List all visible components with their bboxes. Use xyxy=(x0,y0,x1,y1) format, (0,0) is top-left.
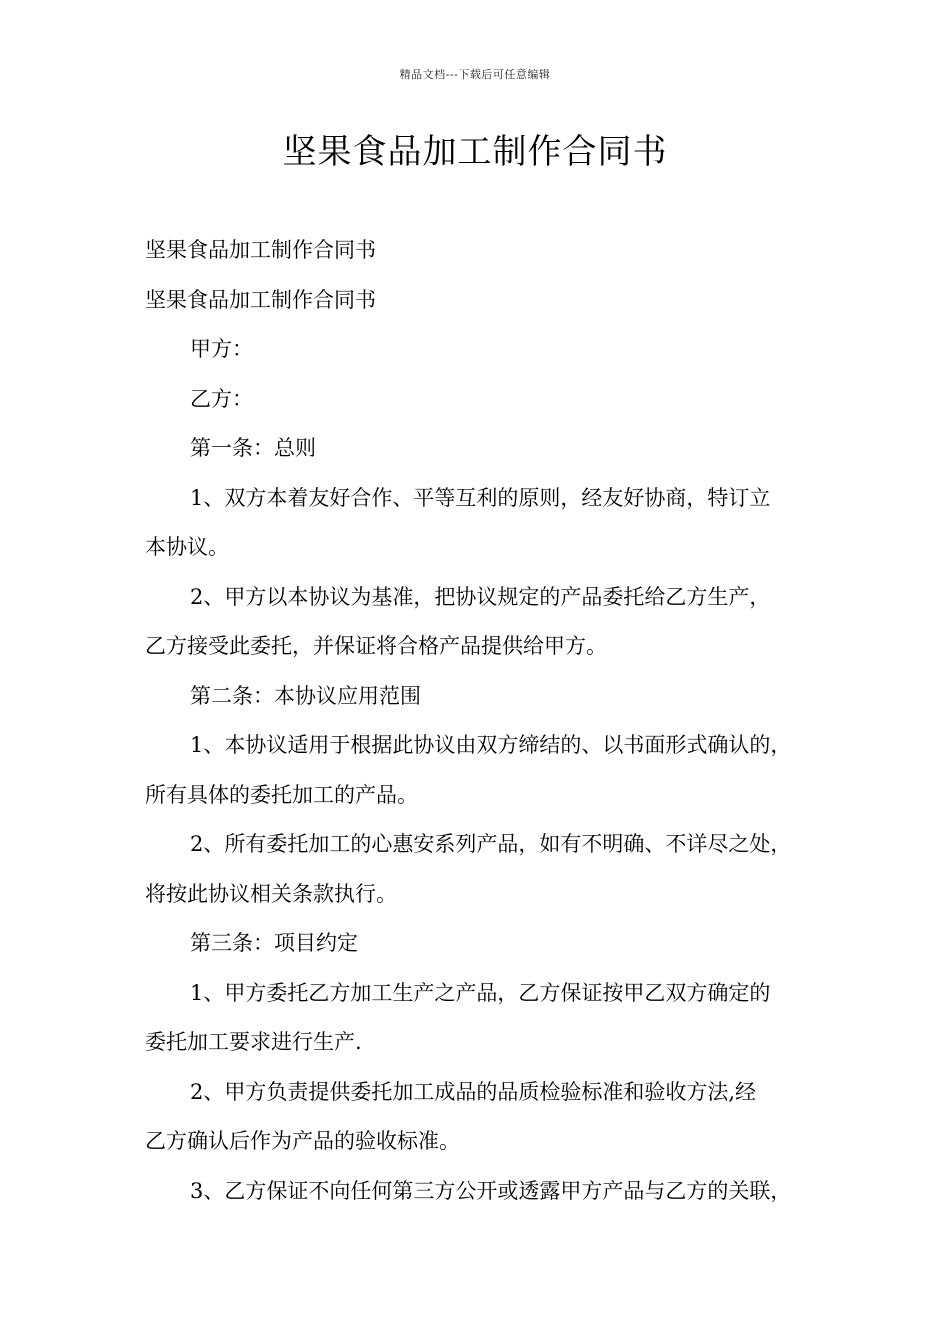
body-line: 所有具体的委托加工的产品。 xyxy=(145,782,418,807)
body-line: 3、乙方保证不向任何第三方公开或透露甲方产品与乙方的关联， xyxy=(190,1178,792,1203)
body-line: 坚果食品加工制作合同书 xyxy=(145,287,376,312)
body-line: 2、所有委托加工的心惠安系列产品，如有不明确、不详尽之处， xyxy=(190,832,792,856)
body-line: 1、本协议适用于根据此协议由双方缔结的、以书面形式确认的， xyxy=(190,733,792,757)
body-line: 乙方： xyxy=(190,386,253,411)
body-line: 乙方接受此委托，并保证将合格产品提供给甲方。 xyxy=(145,634,607,658)
header-note: 精品文档---下载后可任意编辑 xyxy=(399,68,551,81)
body-line: 将按此协议相关条款执行。 xyxy=(145,881,397,906)
body-line: 2、甲方以本协议为基准，把协议规定的产品委托给乙方生产， xyxy=(190,584,771,609)
body-line: 第二条：本协议应用范围 xyxy=(190,683,421,708)
document-body xyxy=(145,226,810,1216)
body-line: 委托加工要求进行生产. xyxy=(145,1030,362,1054)
body-line: 甲方： xyxy=(190,337,253,361)
body-line: 2、甲方负责提供委托加工成品的品质检验标准和验收方法,经 xyxy=(190,1079,757,1104)
document-title: 坚果食品加工制作合同书 xyxy=(282,132,668,172)
body-line: 本协议。 xyxy=(145,535,229,559)
body-line: 第三条：项目约定 xyxy=(190,931,358,955)
body-line: 第一条：总则 xyxy=(190,436,316,460)
body-line: 1、甲方委托乙方加工生产之产品，乙方保证按甲乙双方确定的 xyxy=(190,980,771,1005)
body-line: 1、双方本着友好合作、平等互利的原则，经友好协商，特订立 xyxy=(190,485,771,510)
body-line: 乙方确认后作为产品的验收标准。 xyxy=(145,1129,460,1153)
body-line: 坚果食品加工制作合同书 xyxy=(145,238,376,262)
